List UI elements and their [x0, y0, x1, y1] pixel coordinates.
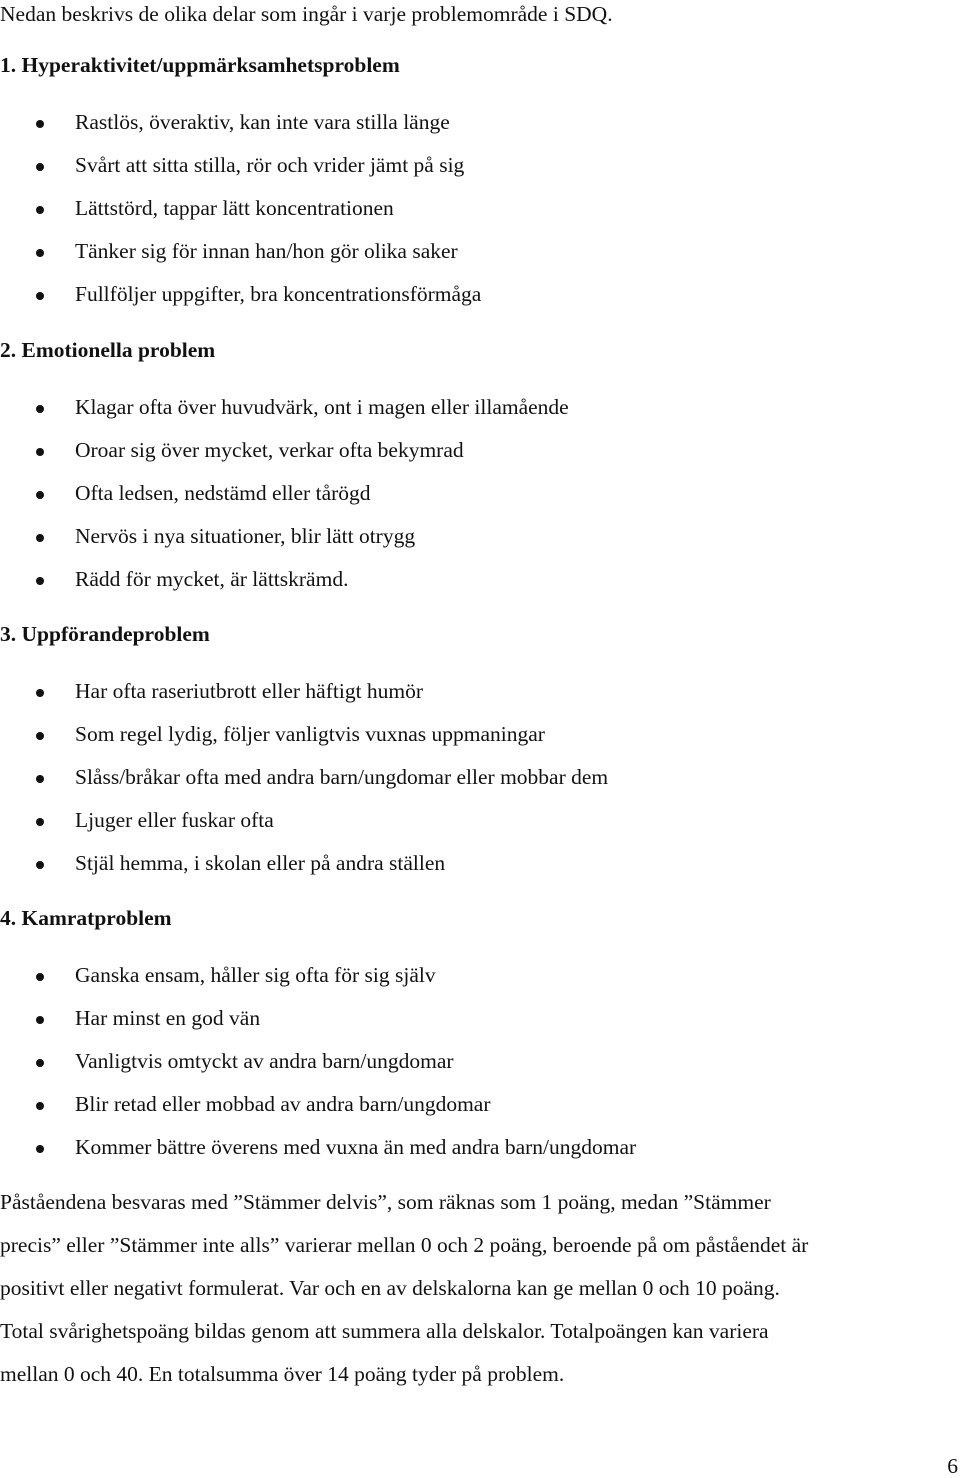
- bullet-icon: [36, 534, 44, 542]
- list-item: Ofta ledsen, nedstämd eller tårögd: [75, 481, 371, 505]
- section-heading-emotional: 2. Emotionella problem: [0, 338, 216, 362]
- paragraph-line: Påståendena besvaras med ”Stämmer delvis”, som räknas som 1 poäng, medan ”Stämmer: [0, 1190, 771, 1214]
- list-item: Vanligtvis omtyckt av andra barn/ungdomar: [75, 1049, 454, 1073]
- bullet-icon: [36, 120, 44, 128]
- bullet-icon: [36, 861, 44, 869]
- bullet-icon: [36, 1102, 44, 1110]
- list-item: Som regel lydig, följer vanligtvis vuxnas uppmaningar: [75, 722, 545, 746]
- list-item: Ganska ensam, håller sig ofta för sig själv: [75, 963, 436, 987]
- bullet-icon: [36, 732, 44, 740]
- bullet-icon: [36, 689, 44, 697]
- bullet-icon: [36, 1145, 44, 1153]
- paragraph-line: Total svårighetspoäng bildas genom att summera alla delskalor. Totalpoängen kan variera: [0, 1319, 769, 1343]
- bullet-icon: [36, 405, 44, 413]
- list-item: Klagar ofta över huvudvärk, ont i magen eller illamående: [75, 395, 569, 419]
- paragraph-line: positivt eller negativt formulerat. Var och en av delskalorna kan ge mellan 0 och 10 poäng.: [0, 1276, 780, 1300]
- bullet-icon: [36, 491, 44, 499]
- list-item: Svårt att sitta stilla, rör och vrider jämt på sig: [75, 153, 465, 177]
- bullet-icon: [36, 775, 44, 783]
- bullet-icon: [36, 163, 44, 171]
- list-item: Fullföljer uppgifter, bra koncentrationsförmåga: [75, 282, 482, 306]
- bullet-icon: [36, 448, 44, 456]
- list-item: Rastlös, överaktiv, kan inte vara stilla länge: [75, 110, 450, 134]
- list-item: Nervös i nya situationer, blir lätt otrygg: [75, 524, 416, 548]
- list-item: Tänker sig för innan han/hon gör olika saker: [75, 239, 458, 263]
- bullet-icon: [36, 206, 44, 214]
- paragraph-line: precis” eller ”Stämmer inte alls” varierar mellan 0 och 2 poäng, beroende på om påståendet är: [0, 1233, 809, 1257]
- bullet-icon: [36, 1059, 44, 1067]
- list-item: Slåss/bråkar ofta med andra barn/ungdomar eller mobbar dem: [75, 765, 609, 789]
- bullet-icon: [36, 973, 44, 981]
- bullet-icon: [36, 1016, 44, 1024]
- list-item: Blir retad eller mobbad av andra barn/ungdomar: [75, 1092, 491, 1116]
- page-number: 6: [947, 1454, 958, 1478]
- bullet-icon: [36, 292, 44, 300]
- section-heading-hyperactivity: 1. Hyperaktivitet/uppmärksamhetsproblem: [0, 53, 400, 77]
- list-item: Lättstörd, tappar lätt koncentrationen: [75, 196, 394, 220]
- bullet-icon: [36, 577, 44, 585]
- list-item: Har ofta raseriutbrott eller häftigt humör: [75, 679, 424, 703]
- bullet-icon: [36, 818, 44, 826]
- list-item: Oroar sig över mycket, verkar ofta bekymrad: [75, 438, 464, 462]
- paragraph-line: mellan 0 och 40. En totalsumma över 14 poäng tyder på problem.: [0, 1362, 565, 1386]
- list-item: Ljuger eller fuskar ofta: [75, 808, 274, 832]
- list-item: Kommer bättre överens med vuxna än med andra barn/ungdomar: [75, 1135, 637, 1159]
- section-heading-peer: 4. Kamratproblem: [0, 906, 172, 930]
- section-heading-conduct: 3. Uppförandeproblem: [0, 622, 210, 646]
- intro-text: Nedan beskrivs de olika delar som ingår i varje problemområde i SDQ.: [0, 2, 613, 26]
- list-item: Har minst en god vän: [75, 1006, 261, 1030]
- list-item: Stjäl hemma, i skolan eller på andra ställen: [75, 851, 446, 875]
- list-item: Rädd för mycket, är lättskrämd.: [75, 567, 349, 591]
- bullet-icon: [36, 249, 44, 257]
